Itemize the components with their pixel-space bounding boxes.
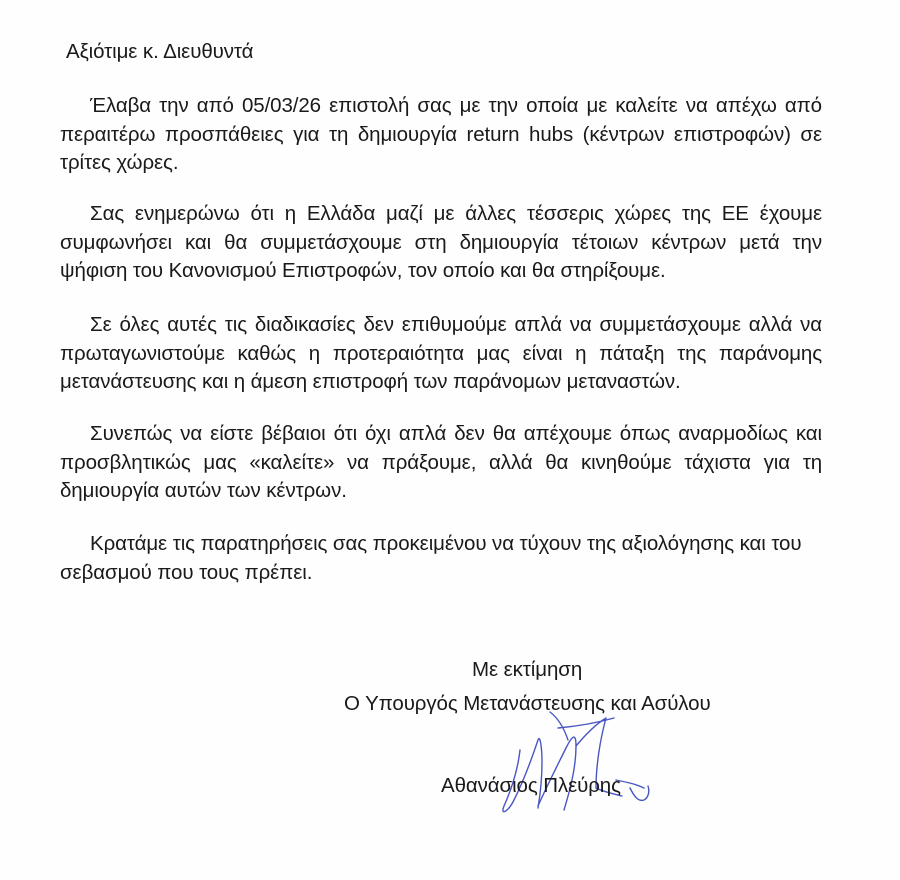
- salutation: Αξιότιμε κ. Διευθυντά: [66, 40, 254, 63]
- closing-salutation: Με εκτίμηση: [472, 658, 583, 681]
- paragraph-eu-countries: Σας ενημερώνω ότι η Ελλάδα μαζί με άλλες τέσσερις χώρες της ΕΕ έχουμε συμφωνήσει και θα συμμετάσχουμε στη δημιουργία τέτοιων κέντρων μετά την ψήφιση του Κανονισμού Επιστροφών, τον οποίο και θα στηρίξουμε.: [60, 202, 822, 282]
- paragraph-remarks: Κρατάμε τις παρατηρήσεις σας προκειμένου να τύχουν της αξιολόγησης και του σεβασμού που τους πρέπει.: [60, 532, 802, 584]
- signatory-title: Ο Υπουργός Μετανάστευσης και Ασύλου: [344, 692, 711, 715]
- paragraph-return-hubs: Έλαβα την από 05/03/26 επιστολή σας με την οποία με καλείτε να απέχω από περαιτέρω προσπάθειες για τη δημιουργία return hubs (κέντρων επιστροφών) σε τρίτες χώρες.: [60, 94, 822, 174]
- paragraph-commitment: Συνεπώς να είστε βέβαιοι ότι όχι απλά δεν θα απέχουμε όπως αναρμοδίως και προσβλητικώς μας «καλείτε» να πράξουμε, αλλά θα κινηθούμε τάχιστα για τη δημιουργία αυτών των κέντρων.: [60, 422, 822, 502]
- signatory-name: Αθανάσιος Πλεύρης: [441, 774, 621, 797]
- paragraph-priority: Σε όλες αυτές τις διαδικασίες δεν επιθυμούμε απλά να συμμετάσχουμε αλλά να πρωταγωνιστούμε καθώς η προτεραιότητα μας είναι η πάταξη της παράνομης μετανάστευσης και η άμεση επιστροφή των παράνομων μεταναστών.: [60, 313, 822, 393]
